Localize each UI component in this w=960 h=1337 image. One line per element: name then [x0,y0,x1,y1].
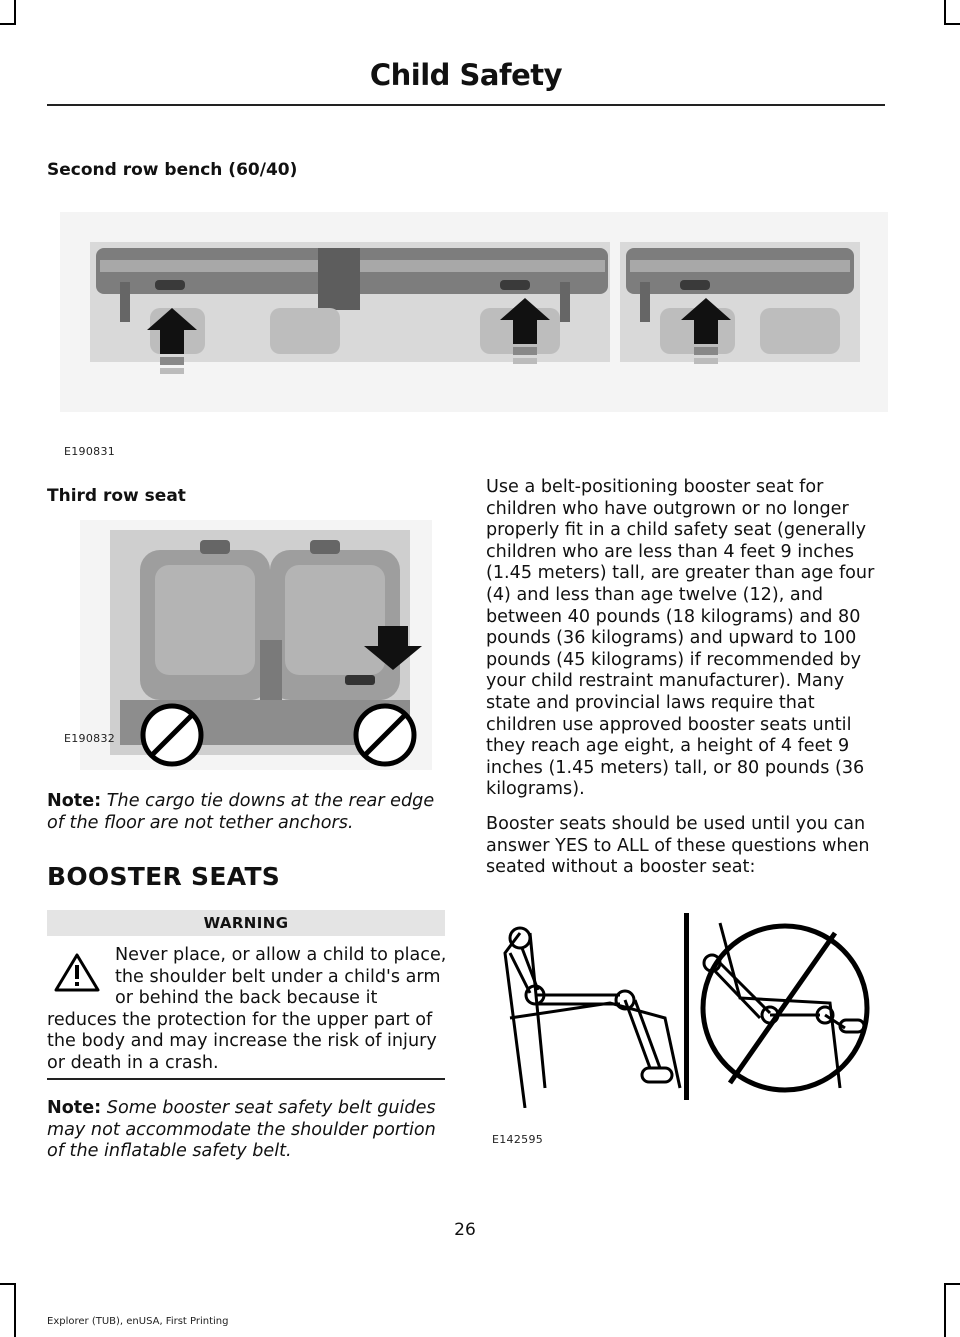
crop-mark [0,23,16,25]
crop-mark [944,1283,946,1337]
prohibited-icon [703,923,867,1090]
booster-note [47,1098,447,1163]
figure-code: E142595 [492,1133,544,1146]
prohibited-icon [356,706,414,764]
figure-code: E190831 [64,445,116,458]
warning-body: Never place, or allow a child to place, the shoulder belt under a child's arm or behind the back because it reduces the protection for the upper part of the body and may increase the risk of injury or death in a crash. [47,945,447,1073]
note-label: Note: [47,1098,102,1118]
third-row-seat-image [80,520,432,770]
section-heading: BOOSTER SEATS [47,862,281,891]
booster-fit-illustration [500,908,880,1108]
right-column-text [486,477,882,892]
crop-mark [14,1283,16,1337]
warning-header: WARNING [47,910,445,936]
booster-paragraph: Use a belt-positioning booster seat for children who have outgrown or no longer properly fit in a child safety seat (generally children who are less than 4 feet 9 inches (1.45 meters) tall, are greater than age four (4) and less than age twelve (12), and between 40 pounds (18 kilograms) and 80 pounds (36 kilograms) and upward to 100 pounds (45 kilograms) if recommended by your child restraint manufacturer). Many state and provincial laws require that children use approved booster seats until they reach age eight, a height of 4 feet 9 inches (1.45 meters) tall, or 80 pounds (36 kilograms). [486,477,875,800]
second-row-bench-image [60,212,888,412]
page-title: Child Safety [369,58,562,92]
warning-text [47,945,447,1075]
second-row-heading: Second row bench (60/40) [47,160,298,180]
crop-mark [0,1283,16,1285]
page-number: 26 [454,1220,476,1240]
figure-code: E190832 [64,732,116,745]
header-divider [47,104,885,106]
prohibited-icon [143,706,201,764]
document-info: Explorer (TUB), enUSA, First Printing [47,1316,229,1327]
booster-paragraph: Booster seats should be used until you can answer YES to ALL of these questions when seated without a booster seat: [486,813,870,878]
note-text: The cargo tie downs at the rear edge of the floor are not tether anchors. [47,791,435,833]
warning-divider [47,1078,445,1080]
note-label: Note: [47,791,102,811]
crop-mark [944,23,960,25]
cargo-note [47,791,447,834]
note-text: Some booster seat safety belt guides may not accommodate the shoulder portion of the inflatable safety belt. [47,1098,436,1162]
crop-mark [944,1283,960,1285]
crop-mark [14,0,16,24]
crop-mark [944,0,946,24]
third-row-heading: Third row seat [47,486,186,506]
